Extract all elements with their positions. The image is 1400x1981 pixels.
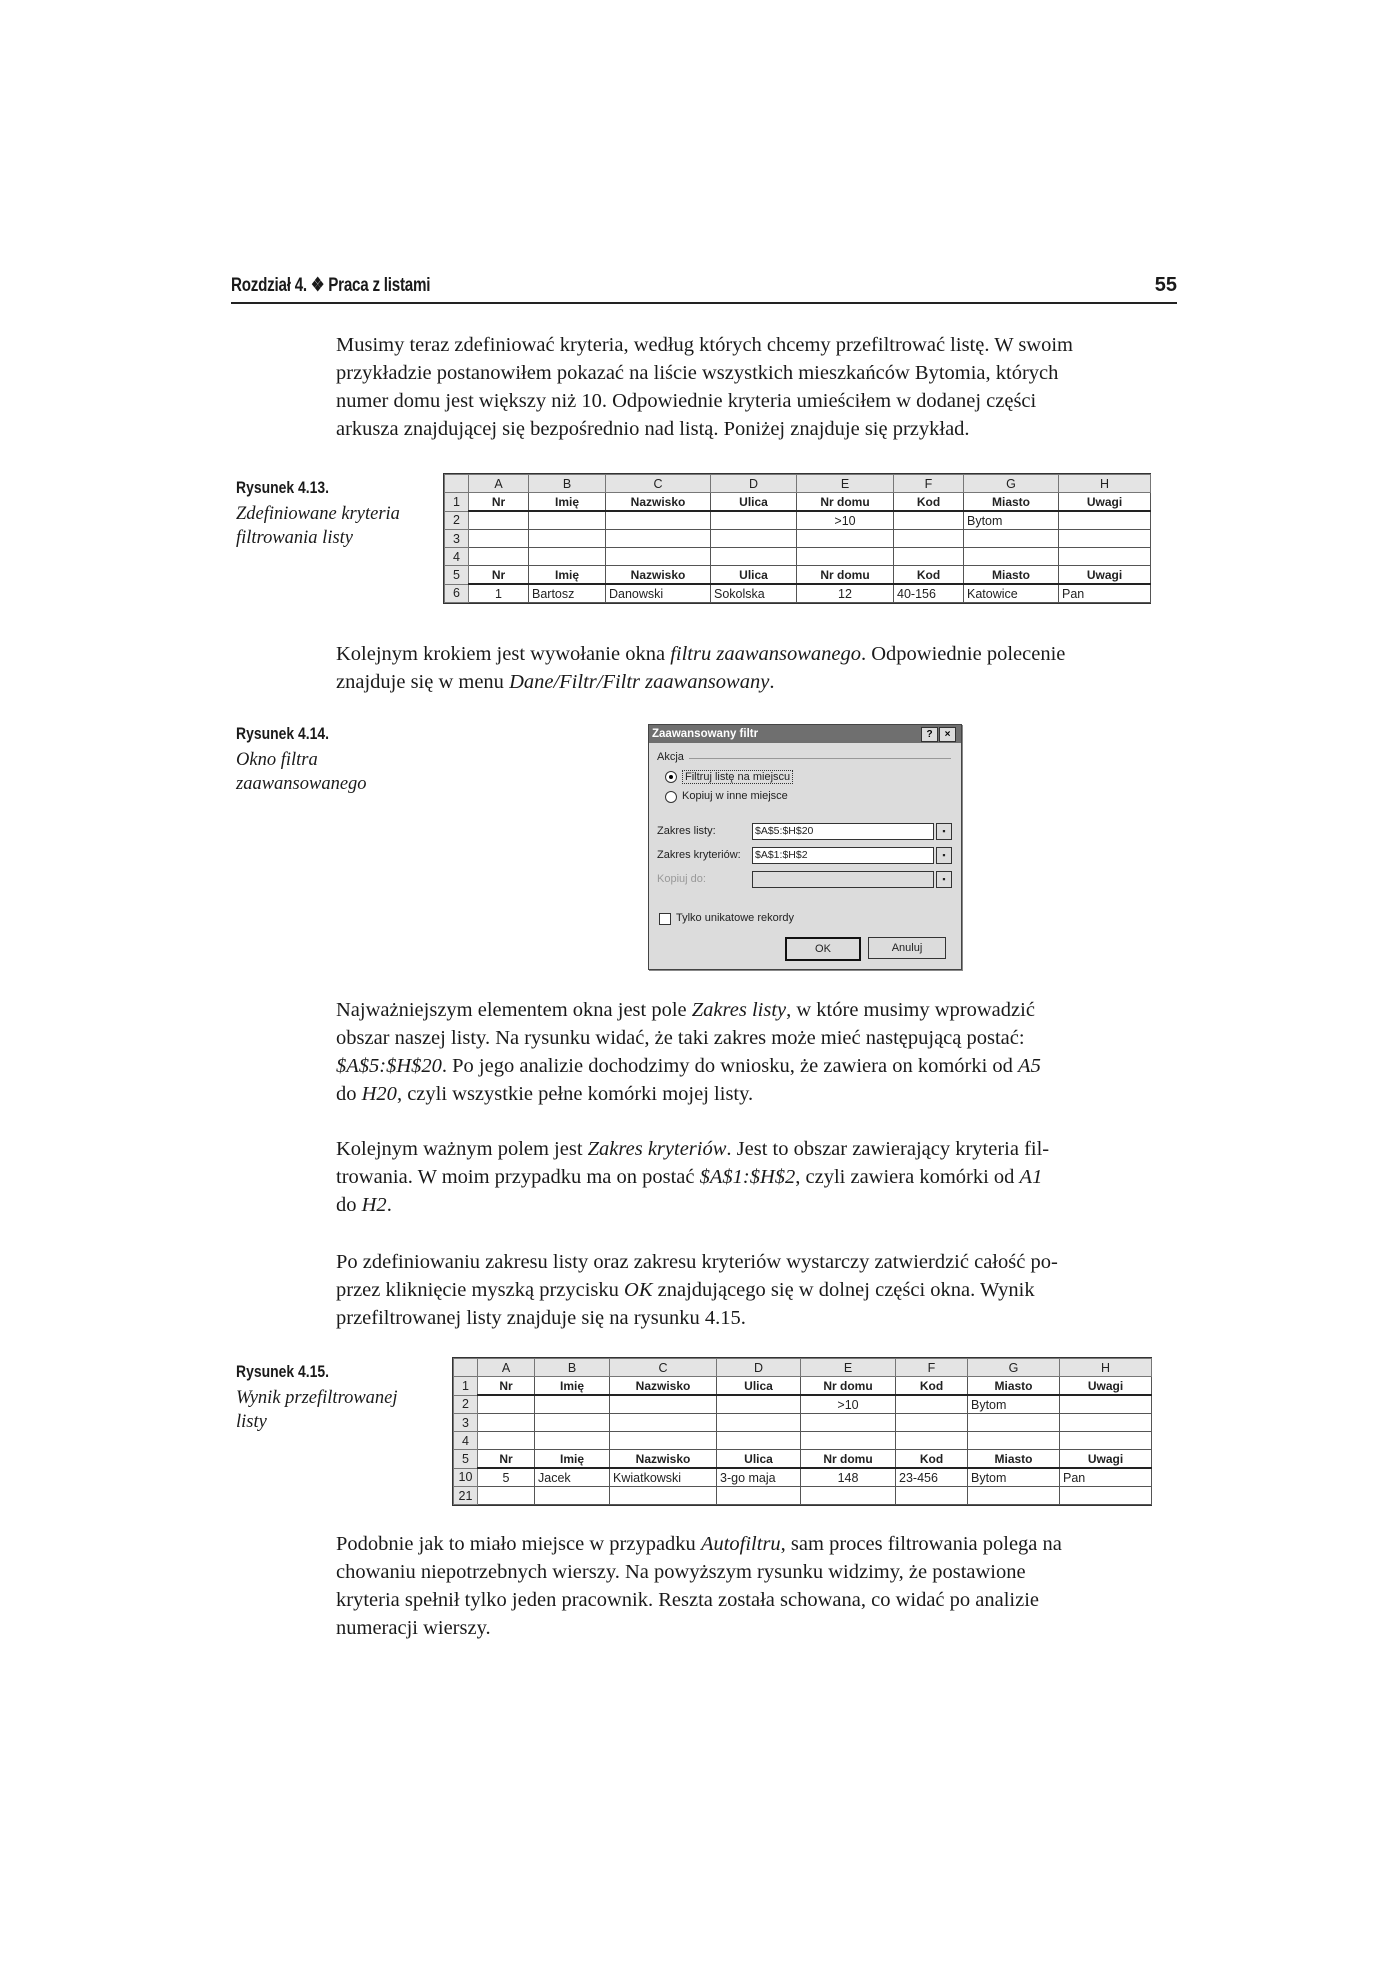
paragraph-5 [336, 1248, 1176, 1332]
copy-to-label: Kopiuj do: [657, 873, 706, 885]
row-header[interactable]: 3 [454, 1414, 478, 1432]
cell[interactable] [1060, 1395, 1152, 1414]
table-row [445, 584, 1151, 603]
group-divider [689, 758, 951, 759]
row-header[interactable]: 4 [454, 1432, 478, 1450]
cell[interactable]: Ulica [717, 1377, 801, 1396]
figure-14-caption [236, 722, 426, 796]
text-line: Najważniejszym elementem okna jest pole Zakres listy, w które musimy wprowadzić [336, 999, 1035, 1021]
cell[interactable] [1060, 1432, 1152, 1450]
cell[interactable] [896, 1395, 968, 1414]
cell[interactable]: Nazwisko [606, 566, 711, 585]
cell[interactable]: 5 [478, 1468, 535, 1487]
filter-in-place-label[interactable]: Filtruj listę na miejscu [682, 770, 793, 784]
close-icon[interactable]: × [939, 727, 956, 742]
cell[interactable] [968, 1487, 1060, 1505]
cell[interactable]: Nazwisko [606, 493, 711, 512]
cell[interactable]: Bytom [968, 1468, 1060, 1487]
text-line: Podobnie jak to miało miejsce w przypadku Autofiltru, sam proces filtrowania polega na [336, 1533, 1062, 1555]
cell[interactable]: Imię [535, 1377, 610, 1396]
cell[interactable]: >10 [801, 1395, 896, 1414]
cell[interactable]: Miasto [968, 1377, 1060, 1396]
figure-caption: Zdefiniowane kryteria filtrowania listy [236, 504, 400, 548]
text-line: numer domu jest większy niż 10. Odpowiednie kryteria umieściłem w dodanej części [336, 390, 1037, 412]
cell[interactable]: Ulica [717, 1450, 801, 1469]
copy-to-location-radio[interactable] [665, 791, 677, 803]
table-row [454, 1487, 1152, 1505]
cell[interactable]: Ulica [711, 566, 797, 585]
cell[interactable]: Miasto [968, 1450, 1060, 1469]
cell[interactable]: Imię [529, 493, 606, 512]
cell[interactable]: Uwagi [1060, 1377, 1152, 1396]
column-header[interactable]: F [896, 1359, 968, 1377]
cell[interactable]: Kod [894, 566, 964, 585]
cell[interactable] [606, 530, 711, 548]
cell[interactable] [610, 1487, 717, 1505]
action-group-label: Akcja [657, 751, 684, 763]
row-header[interactable]: 5 [454, 1450, 478, 1469]
cell[interactable] [717, 1395, 801, 1414]
cell[interactable]: Uwagi [1060, 1450, 1152, 1469]
figure-15-caption [236, 1360, 426, 1434]
paragraph-4 [336, 1135, 1176, 1219]
cell[interactable]: Imię [535, 1450, 610, 1469]
cell[interactable] [535, 1414, 610, 1432]
cell[interactable] [896, 1487, 968, 1505]
cell[interactable]: Nr domu [797, 493, 894, 512]
cell[interactable] [1059, 530, 1151, 548]
cell[interactable] [469, 511, 529, 530]
cell[interactable]: Kod [896, 1377, 968, 1396]
cell[interactable]: 1 [469, 584, 529, 603]
cell[interactable] [478, 1414, 535, 1432]
cell[interactable] [535, 1432, 610, 1450]
unique-records-checkbox[interactable] [659, 913, 671, 925]
row-header[interactable]: 21 [454, 1487, 478, 1505]
cell[interactable] [529, 548, 606, 566]
column-header[interactable]: E [797, 475, 894, 493]
cell[interactable]: Miasto [964, 493, 1059, 512]
text-line: kryteria spełnił tylko jeden pracownik. Reszta została schowana, co widać po analizie [336, 1589, 1040, 1611]
cell[interactable] [711, 511, 797, 530]
cell[interactable]: Nr [478, 1450, 535, 1469]
row-header[interactable]: 2 [445, 511, 469, 530]
figure-caption: Wynik przefiltrowanej listy [236, 1388, 398, 1432]
copy-to-input[interactable] [752, 871, 934, 888]
dialog-title: Zaawansowany filtr [652, 728, 759, 740]
cell[interactable]: Kwiatkowski [610, 1468, 717, 1487]
column-header[interactable]: G [968, 1359, 1060, 1377]
cell[interactable] [894, 548, 964, 566]
cell[interactable] [797, 530, 894, 548]
figure-label: Rysunek 4.13. [236, 478, 329, 497]
cell[interactable] [1060, 1414, 1152, 1432]
figure-label: Rysunek 4.15. [236, 1362, 329, 1381]
column-header[interactable]: B [529, 475, 606, 493]
row-header[interactable]: 2 [454, 1395, 478, 1414]
text-line: obszar naszej listy. Na rysunku widać, że taki zakres może mieć następującą postać: [336, 1027, 1025, 1049]
text-line: przefiltrowanej listy znajduje się na rysunku 4.15. [336, 1307, 746, 1329]
cell[interactable]: Danowski [606, 584, 711, 603]
row-header[interactable]: 1 [454, 1377, 478, 1396]
cell[interactable]: Jacek [535, 1468, 610, 1487]
cell[interactable] [717, 1487, 801, 1505]
cell[interactable] [478, 1395, 535, 1414]
cell[interactable] [896, 1432, 968, 1450]
column-header[interactable]: C [606, 475, 711, 493]
paragraph-1 [336, 331, 1176, 443]
row-header[interactable]: 5 [445, 566, 469, 585]
cell[interactable]: Bartosz [529, 584, 606, 603]
paragraph-3 [336, 996, 1176, 1108]
cell[interactable] [801, 1414, 896, 1432]
cell[interactable] [968, 1432, 1060, 1450]
cell[interactable] [717, 1414, 801, 1432]
cell[interactable]: Bytom [964, 511, 1059, 530]
row-header[interactable]: 6 [445, 584, 469, 603]
cell[interactable]: Nr [478, 1377, 535, 1396]
range-picker-icon[interactable]: ▪ [936, 871, 952, 888]
cell[interactable]: Bytom [968, 1395, 1060, 1414]
running-header [231, 272, 1177, 304]
text-line: przykładzie postanowiłem pokazać na liście wszystkich mieszkańców Bytomia, których [336, 362, 1059, 384]
column-header[interactable]: C [610, 1359, 717, 1377]
cell[interactable] [894, 530, 964, 548]
cell[interactable]: Nr domu [797, 566, 894, 585]
row-header[interactable]: 4 [445, 548, 469, 566]
table-row [445, 530, 1151, 548]
row-header[interactable]: 1 [445, 493, 469, 512]
cell[interactable] [1060, 1487, 1152, 1505]
unique-records-label[interactable]: Tylko unikatowe rekordy [676, 912, 794, 924]
cell[interactable] [801, 1432, 896, 1450]
filter-in-place-radio[interactable] [665, 771, 677, 783]
text-line: znajduje się w menu Dane/Filtr/Filtr zaawansowany. [336, 671, 775, 693]
cell[interactable]: Uwagi [1059, 493, 1151, 512]
table-row [454, 1468, 1152, 1487]
ok-button[interactable]: OK [785, 937, 861, 961]
cell[interactable] [610, 1395, 717, 1414]
cell[interactable] [478, 1432, 535, 1450]
cell[interactable]: Nazwisko [610, 1450, 717, 1469]
text-line: numeracji wierszy. [336, 1617, 491, 1639]
cell[interactable]: 40-156 [894, 584, 964, 603]
cell[interactable] [606, 511, 711, 530]
text-line: arkusza znajdującej się bezpośrednio nad listą. Poniżej znajduje się przykład. [336, 418, 970, 440]
cell[interactable] [606, 548, 711, 566]
paragraph-6 [336, 1530, 1176, 1642]
cell[interactable]: Kod [894, 493, 964, 512]
table-row [445, 566, 1151, 585]
cell[interactable]: 23-456 [896, 1468, 968, 1487]
cell[interactable] [535, 1395, 610, 1414]
chapter-title: Rozdział 4. ❖ Praca z listami [231, 275, 431, 296]
column-header[interactable]: H [1059, 475, 1151, 493]
text-line: $A$5:$H$20. Po jego analizie dochodzimy do wniosku, że zawiera on komórki od A5 [336, 1055, 1041, 1077]
cell[interactable]: Pan [1060, 1468, 1152, 1487]
cell[interactable]: Nazwisko [610, 1377, 717, 1396]
table-row [454, 1414, 1152, 1432]
figure-13-caption [236, 476, 426, 550]
cell[interactable] [610, 1432, 717, 1450]
cell[interactable]: Kod [896, 1450, 968, 1469]
text-line: trowania. W moim przypadku ma on postać $A$1:$H$2, czyli zawiera komórki od A1 [336, 1166, 1043, 1188]
spreadsheet-table [453, 1358, 1152, 1505]
cell[interactable] [469, 548, 529, 566]
cell[interactable]: Pan [1059, 584, 1151, 603]
column-header[interactable]: B [535, 1359, 610, 1377]
text-line: do H2. [336, 1194, 392, 1216]
table-row [445, 511, 1151, 530]
column-header[interactable]: D [711, 475, 797, 493]
cell[interactable]: 12 [797, 584, 894, 603]
cell[interactable] [529, 511, 606, 530]
column-header[interactable]: G [964, 475, 1059, 493]
text-line: do H20, czyli wszystkie pełne komórki mojej listy. [336, 1083, 754, 1105]
figure-caption: Okno filtra zaawansowanego [236, 750, 367, 794]
spreadsheet-figure-13 [443, 473, 1151, 604]
cell[interactable]: Nr [469, 566, 529, 585]
cell[interactable] [711, 548, 797, 566]
range-picker-icon[interactable]: ▪ [936, 823, 952, 840]
cell[interactable] [529, 530, 606, 548]
range-picker-icon[interactable]: ▪ [936, 847, 952, 864]
cell[interactable] [1059, 548, 1151, 566]
text-line: przez kliknięcie myszką przycisku OK znajdującego się w dolnej części okna. Wynik [336, 1279, 1035, 1301]
cell[interactable] [717, 1432, 801, 1450]
cell[interactable] [1059, 511, 1151, 530]
cell[interactable] [964, 548, 1059, 566]
cell[interactable]: Ulica [711, 493, 797, 512]
spreadsheet-table [444, 474, 1151, 603]
cell[interactable]: Katowice [964, 584, 1059, 603]
table-row [445, 548, 1151, 566]
page-number: 55 [1154, 274, 1177, 296]
cell[interactable]: Nr domu [801, 1377, 896, 1396]
text-line: Kolejnym krokiem jest wywołanie okna filtru zaawansowanego. Odpowiednie polecenie [336, 643, 1066, 665]
cell[interactable] [801, 1487, 896, 1505]
cell[interactable]: Imię [529, 566, 606, 585]
row-header[interactable]: 3 [445, 530, 469, 548]
cell[interactable] [894, 511, 964, 530]
cell[interactable] [711, 530, 797, 548]
cell[interactable] [964, 530, 1059, 548]
figure-label: Rysunek 4.14. [236, 724, 329, 743]
table-row [454, 1377, 1152, 1396]
text-line: Musimy teraz zdefiniować kryteria, według których chcemy przefiltrować listę. W swoim [336, 334, 1073, 356]
column-header[interactable]: A [469, 475, 529, 493]
table-row [445, 493, 1151, 512]
cell[interactable]: 148 [801, 1468, 896, 1487]
cell[interactable]: Nr domu [801, 1450, 896, 1469]
cell[interactable] [968, 1414, 1060, 1432]
cell[interactable] [610, 1414, 717, 1432]
text-line: chowaniu niepotrzebnych wierszy. Na powyższym rysunku widzimy, że postawione [336, 1561, 1026, 1583]
text-line: Po zdefiniowaniu zakresu listy oraz zakresu kryteriów wystarczy zatwierdzić całość po- [336, 1251, 1058, 1273]
help-button[interactable]: ? [921, 727, 938, 742]
cell[interactable]: 3-go maja [717, 1468, 801, 1487]
column-header[interactable]: F [894, 475, 964, 493]
copy-to-location-label[interactable]: Kopiuj w inne miejsce [682, 790, 788, 802]
cancel-button[interactable]: Anuluj [868, 937, 946, 959]
criteria-range-label: Zakres kryteriów: [657, 849, 741, 861]
corner-cell[interactable] [445, 475, 469, 493]
column-header[interactable]: A [478, 1359, 535, 1377]
cell[interactable] [469, 530, 529, 548]
cell[interactable] [478, 1487, 535, 1505]
table-row [454, 1432, 1152, 1450]
cell[interactable] [797, 548, 894, 566]
column-header[interactable]: E [801, 1359, 896, 1377]
cell[interactable]: Uwagi [1059, 566, 1151, 585]
paragraph-2 [336, 640, 1176, 696]
cell[interactable] [896, 1414, 968, 1432]
cell[interactable]: Miasto [964, 566, 1059, 585]
cell[interactable]: Nr [469, 493, 529, 512]
list-range-input[interactable]: $A$5:$H$20 [752, 823, 934, 840]
dialog-titlebar[interactable] [649, 725, 961, 743]
table-row [454, 1395, 1152, 1414]
cell[interactable] [535, 1487, 610, 1505]
list-range-label: Zakres listy: [657, 825, 716, 837]
table-row [454, 1450, 1152, 1469]
cell[interactable]: Sokolska [711, 584, 797, 603]
criteria-range-input[interactable]: $A$1:$H$2 [752, 847, 934, 864]
cell[interactable]: >10 [797, 511, 894, 530]
advanced-filter-dialog [648, 724, 962, 970]
corner-cell[interactable] [454, 1359, 478, 1377]
column-header[interactable]: D [717, 1359, 801, 1377]
text-line: Kolejnym ważnym polem jest Zakres kryteriów. Jest to obszar zawierający kryteria fil- [336, 1138, 1050, 1160]
column-header[interactable]: H [1060, 1359, 1152, 1377]
spreadsheet-figure-15 [452, 1357, 1152, 1506]
row-header[interactable]: 10 [454, 1468, 478, 1487]
